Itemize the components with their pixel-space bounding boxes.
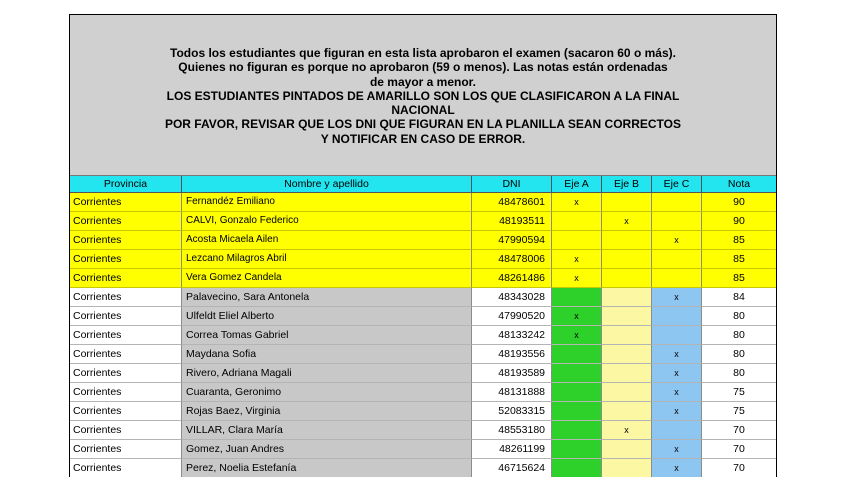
cell-eje-a[interactable] <box>552 288 602 307</box>
notice-line: POR FAVOR, REVISAR QUE LOS DNI QUE FIGURAN EN LA PLANILLA SEAN CORRECTOS <box>164 117 682 132</box>
cell-dni[interactable]: 47990594 <box>472 231 552 250</box>
header-nombre[interactable]: Nombre y apellido <box>182 176 472 193</box>
cell-eje-a[interactable]: x <box>552 193 602 212</box>
cell-dni[interactable]: 52083315 <box>472 402 552 421</box>
table-body <box>70 193 776 477</box>
cell-eje-c[interactable] <box>652 326 702 345</box>
cell-nota[interactable]: 90 <box>702 193 776 212</box>
cell-eje-c[interactable]: x <box>652 288 702 307</box>
cell-nota[interactable]: 70 <box>702 421 776 440</box>
cell-eje-b[interactable]: x <box>602 212 652 231</box>
cell-eje-c[interactable]: x <box>652 364 702 383</box>
cell-provincia[interactable]: Corrientes <box>70 459 182 477</box>
table-row <box>70 307 776 326</box>
notice-line: NACIONAL <box>391 103 455 118</box>
cell-dni[interactable]: 48343028 <box>472 288 552 307</box>
cell-eje-a[interactable]: x <box>552 250 602 269</box>
cell-eje-c[interactable] <box>652 250 702 269</box>
cell-dni[interactable]: 48553180 <box>472 421 552 440</box>
cell-provincia[interactable]: Corrientes <box>70 402 182 421</box>
notice-line: Quienes no figuran es porque no aprobaron (59 o menos). Las notas están ordenadas <box>178 60 668 75</box>
cell-eje-b[interactable] <box>602 288 652 307</box>
cell-eje-b[interactable] <box>602 402 652 421</box>
cell-eje-c[interactable] <box>652 193 702 212</box>
spreadsheet <box>69 14 777 477</box>
cell-dni[interactable]: 48261486 <box>472 269 552 288</box>
cell-eje-c[interactable] <box>652 307 702 326</box>
cell-provincia[interactable]: Corrientes <box>70 212 182 231</box>
cell-eje-b[interactable] <box>602 440 652 459</box>
cell-nota[interactable]: 80 <box>702 307 776 326</box>
table-row <box>70 250 776 269</box>
cell-provincia[interactable]: Corrientes <box>70 307 182 326</box>
cell-nombre[interactable]: Acosta Micaela Ailen <box>182 231 472 250</box>
cell-eje-b[interactable] <box>602 269 652 288</box>
cell-nota[interactable]: 85 <box>702 269 776 288</box>
cell-eje-a[interactable]: x <box>552 326 602 345</box>
cell-nota[interactable]: 85 <box>702 250 776 269</box>
cell-provincia[interactable]: Corrientes <box>70 288 182 307</box>
header-eje-a[interactable]: Eje A <box>552 176 602 193</box>
cell-eje-b[interactable] <box>602 193 652 212</box>
cell-provincia[interactable]: Corrientes <box>70 440 182 459</box>
table-row <box>70 383 776 402</box>
table-row <box>70 326 776 345</box>
cell-nombre[interactable]: Palavecino, Sara Antonela <box>182 288 472 307</box>
cell-eje-a[interactable]: x <box>552 307 602 326</box>
cell-eje-c[interactable]: x <box>652 231 702 250</box>
cell-eje-b[interactable] <box>602 307 652 326</box>
cell-eje-a[interactable]: x <box>552 269 602 288</box>
cell-dni[interactable]: 48261199 <box>472 440 552 459</box>
cell-nombre[interactable]: Rivero, Adriana Magali <box>182 364 472 383</box>
cell-eje-c[interactable]: x <box>652 440 702 459</box>
header-nota[interactable]: Nota <box>702 176 776 193</box>
header-eje-b[interactable]: Eje B <box>602 176 652 193</box>
table-row <box>70 212 776 231</box>
cell-nota[interactable]: 85 <box>702 231 776 250</box>
cell-dni[interactable]: 48478006 <box>472 250 552 269</box>
table-row <box>70 421 776 440</box>
header-dni[interactable]: DNI <box>472 176 552 193</box>
cell-eje-a[interactable] <box>552 345 602 364</box>
cell-nota[interactable]: 70 <box>702 459 776 477</box>
cell-dni[interactable]: 46715624 <box>472 459 552 477</box>
cell-dni[interactable]: 48193556 <box>472 345 552 364</box>
cell-nombre[interactable]: Vera Gomez Candela <box>182 269 472 288</box>
cell-dni[interactable]: 48193511 <box>472 212 552 231</box>
cell-nota[interactable]: 90 <box>702 212 776 231</box>
cell-nota[interactable]: 80 <box>702 345 776 364</box>
cell-eje-c[interactable]: x <box>652 345 702 364</box>
cell-nombre[interactable]: Lezcano Milagros Abril <box>182 250 472 269</box>
cell-nota[interactable]: 80 <box>702 326 776 345</box>
cell-eje-a[interactable] <box>552 402 602 421</box>
table-row <box>70 345 776 364</box>
cell-provincia[interactable]: Corrientes <box>70 345 182 364</box>
cell-eje-a[interactable] <box>552 440 602 459</box>
cell-dni[interactable]: 48133242 <box>472 326 552 345</box>
cell-eje-b[interactable] <box>602 250 652 269</box>
cell-eje-c[interactable]: x <box>652 402 702 421</box>
header-provincia[interactable]: Provincia <box>70 176 182 193</box>
table-row <box>70 269 776 288</box>
cell-eje-b[interactable]: x <box>602 421 652 440</box>
cell-eje-c[interactable] <box>652 212 702 231</box>
cell-nombre[interactable]: Correa Tomas Gabriel <box>182 326 472 345</box>
header-eje-c[interactable]: Eje C <box>652 176 702 193</box>
table-row <box>70 364 776 383</box>
cell-nota[interactable]: 75 <box>702 383 776 402</box>
cell-nota[interactable]: 75 <box>702 402 776 421</box>
cell-nombre[interactable]: VILLAR, Clara María <box>182 421 472 440</box>
cell-dni[interactable]: 48478601 <box>472 193 552 212</box>
cell-nombre[interactable]: Cuaranta, Geronimo <box>182 383 472 402</box>
cell-dni[interactable]: 48193589 <box>472 364 552 383</box>
cell-eje-a[interactable] <box>552 421 602 440</box>
cell-eje-c[interactable]: x <box>652 383 702 402</box>
notice-line: de mayor a menor. <box>369 74 477 89</box>
cell-provincia[interactable]: Corrientes <box>70 231 182 250</box>
cell-nombre[interactable]: Rojas Baez, Virginia <box>182 402 472 421</box>
cell-nombre[interactable]: Perez, Noelia Estefanía <box>182 459 472 477</box>
cell-nombre[interactable]: Ulfeldt Eliel Alberto <box>182 307 472 326</box>
table-row <box>70 459 776 477</box>
cell-provincia[interactable]: Corrientes <box>70 421 182 440</box>
cell-eje-b[interactable] <box>602 383 652 402</box>
cell-provincia[interactable]: Corrientes <box>70 250 182 269</box>
cell-eje-a[interactable] <box>552 364 602 383</box>
table-row <box>70 288 776 307</box>
cell-eje-b[interactable] <box>602 364 652 383</box>
table-row <box>70 231 776 250</box>
table-row <box>70 440 776 459</box>
cell-dni[interactable]: 48131888 <box>472 383 552 402</box>
cell-nombre[interactable]: CALVI, Gonzalo Federico <box>182 212 472 231</box>
table-row <box>70 402 776 421</box>
cell-nota[interactable]: 84 <box>702 288 776 307</box>
cell-eje-a[interactable] <box>552 231 602 250</box>
cell-provincia[interactable]: Corrientes <box>70 364 182 383</box>
notice-line: Y NOTIFICAR EN CASO DE ERROR. <box>320 131 526 146</box>
cell-nombre[interactable]: Fernandéz Emiliano <box>182 193 472 212</box>
results-table <box>70 176 776 477</box>
cell-eje-b[interactable] <box>602 345 652 364</box>
cell-nombre[interactable]: Maydana Sofia <box>182 345 472 364</box>
cell-eje-c[interactable] <box>652 269 702 288</box>
cell-eje-a[interactable] <box>552 212 602 231</box>
cell-eje-a[interactable] <box>552 459 602 477</box>
cell-provincia[interactable]: Corrientes <box>70 193 182 212</box>
cell-eje-b[interactable] <box>602 231 652 250</box>
notice-line: LOS ESTUDIANTES PINTADOS DE AMARILLO SON LOS QUE CLASIFICARON A LA FINAL <box>166 88 680 103</box>
cell-eje-a[interactable] <box>552 383 602 402</box>
cell-eje-c[interactable] <box>652 421 702 440</box>
cell-provincia[interactable]: Corrientes <box>70 326 182 345</box>
cell-eje-b[interactable] <box>602 459 652 477</box>
cell-nota[interactable]: 70 <box>702 440 776 459</box>
cell-nombre[interactable]: Gomez, Juan Andres <box>182 440 472 459</box>
cell-provincia[interactable]: Corrientes <box>70 269 182 288</box>
notice-box <box>70 15 776 176</box>
table-row <box>70 193 776 212</box>
cell-nota[interactable]: 80 <box>702 364 776 383</box>
cell-dni[interactable]: 47990520 <box>472 307 552 326</box>
cell-provincia[interactable]: Corrientes <box>70 383 182 402</box>
header-row <box>70 176 776 193</box>
notice-line: Todos los estudiantes que figuran en esta lista aprobaron el examen (sacaron 60 o más). <box>170 46 676 61</box>
cell-eje-b[interactable] <box>602 326 652 345</box>
cell-eje-c[interactable]: x <box>652 459 702 477</box>
